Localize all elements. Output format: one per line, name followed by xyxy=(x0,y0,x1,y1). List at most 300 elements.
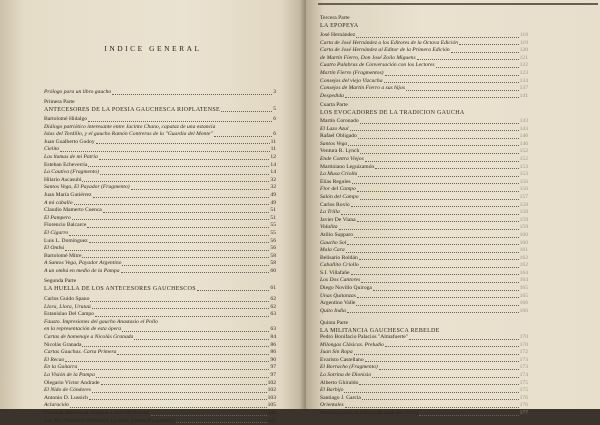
toc-entry-text: Consejos de Martín Fierro a sus hijos xyxy=(320,85,405,93)
toc-entry-text: Bartolomé Mitre xyxy=(44,253,81,261)
toc-page-number: 159 xyxy=(520,224,528,232)
toc-entry-text: Martín Coronado xyxy=(320,118,359,126)
dot-leader xyxy=(117,354,269,355)
part-title: LA HUELLA DE LOS ANTECESORES GAUCHESCOS xyxy=(44,285,196,293)
toc-row xyxy=(320,148,528,156)
toc-page-number: 107 xyxy=(268,418,276,425)
toc-page-number: 11 xyxy=(271,139,276,147)
toc-entry-text: Cartas Gauchas. Carta Primera xyxy=(44,349,116,357)
toc-page-number: 152 xyxy=(520,156,528,164)
toc-page-number: 175 xyxy=(520,387,528,395)
toc-row xyxy=(320,308,528,316)
toc-row xyxy=(44,245,276,253)
toc-page-number: 173 xyxy=(520,364,528,372)
toc-entry-text: Rafael Obligado xyxy=(320,133,357,141)
toc-row xyxy=(320,387,528,395)
toc-row xyxy=(320,186,528,194)
toc-entry-text: Alberto Ghiraldo xyxy=(320,380,358,388)
part2-heading xyxy=(44,278,276,293)
toc-page-number: 97 xyxy=(270,372,276,380)
toc-page-number: 51 xyxy=(270,207,276,215)
toc-entry-text: Javier De Viana xyxy=(320,217,356,225)
toc-page-number: 160 xyxy=(520,240,528,248)
dot-leader xyxy=(82,346,269,347)
dot-leader xyxy=(347,312,519,313)
toc-row xyxy=(320,141,528,149)
dot-leader xyxy=(121,272,270,273)
toc-row xyxy=(320,342,528,350)
dot-leader xyxy=(214,136,272,137)
toc-page-number: 6 xyxy=(273,131,276,139)
toc-entry-text: Carlos Roxlo xyxy=(320,202,350,210)
toc-row xyxy=(320,232,528,240)
dot-leader xyxy=(112,94,272,95)
dot-leader xyxy=(409,339,519,340)
toc-page-number: 175 xyxy=(520,380,528,388)
toc-page-number: 106 xyxy=(268,410,276,418)
toc-page-number: 62 xyxy=(270,296,276,304)
toc-page-number: 177 xyxy=(520,410,528,418)
toc-row xyxy=(320,395,528,403)
dot-leader xyxy=(358,176,518,177)
dot-leader xyxy=(379,369,519,370)
toc-page-number: 84 xyxy=(270,334,276,342)
dot-leader xyxy=(87,227,269,228)
toc-row xyxy=(320,164,528,172)
part2-entry-list xyxy=(44,296,276,425)
dot-leader xyxy=(357,221,519,222)
toc-entry-text: Evaristo Castellano xyxy=(320,357,364,365)
toc-page-number: 158 xyxy=(520,202,528,210)
toc-page-number: 102 xyxy=(268,387,276,395)
toc-entry-text: Caballito Criollo xyxy=(320,262,359,270)
toc-entry-text: Romance para el velorio de Juan Sin Tierra xyxy=(320,410,418,418)
dot-leader xyxy=(103,212,270,213)
part-label: Segunda Parte xyxy=(44,278,276,285)
dot-leader xyxy=(347,244,518,245)
toc-entry-text: La Musa Criolla xyxy=(320,171,357,179)
toc-page-number: 60 xyxy=(270,268,276,276)
toc-entry-text: Quito India xyxy=(320,308,346,316)
toc-page-number: 170 xyxy=(520,334,528,342)
toc-row xyxy=(320,171,528,179)
toc-row xyxy=(320,217,528,225)
toc-row xyxy=(44,146,276,154)
part-title-row xyxy=(44,285,276,293)
toc-entry-text: Consejos del viejo Vizcacha xyxy=(320,78,383,86)
toc-page-number: 90 xyxy=(270,357,276,365)
toc-row xyxy=(320,334,528,342)
toc-row xyxy=(320,62,528,70)
toc-page-number: 32 xyxy=(270,177,276,185)
dot-leader xyxy=(459,44,519,45)
toc-entry-text: Olegario Víctor Andrade xyxy=(44,380,100,388)
toc-page-number: 166 xyxy=(520,300,528,308)
toc-entry-text: Martín Fierro (Fragmentos) xyxy=(320,70,384,78)
part-title: LA MILITANCIA GAUCHESCA REBELDE xyxy=(320,327,520,335)
toc-page-number: 6 xyxy=(273,116,276,124)
toc-row xyxy=(44,311,276,319)
dot-leader xyxy=(122,331,269,332)
toc-page-number: 49 xyxy=(270,192,276,200)
dot-leader xyxy=(346,252,519,253)
toc-row xyxy=(44,116,276,124)
toc-entry-text: Diego Novillo Quiroga xyxy=(320,285,372,293)
dot-leader xyxy=(65,361,269,362)
dot-leader xyxy=(341,214,519,215)
toc-page-number: 102 xyxy=(268,380,276,388)
toc-page-number: 165 xyxy=(520,285,528,293)
dot-leader xyxy=(354,237,519,238)
toc-page-number: 146 xyxy=(520,141,528,149)
dot-leader xyxy=(356,37,519,38)
toc-row xyxy=(44,139,276,147)
dot-leader xyxy=(65,250,269,251)
dot-leader xyxy=(451,52,519,53)
toc-entry-text: Carta de Antonio D. Lussich a José Hernández xyxy=(44,410,150,418)
toc-entry-text: Martiniano Leguizamón xyxy=(320,164,374,172)
toc-page-number: 12 xyxy=(270,154,276,162)
toc-page-number: 3 xyxy=(273,89,276,97)
toc-row xyxy=(320,293,528,301)
toc-entry-text: Esteban Echeverría xyxy=(44,162,87,170)
dot-leader xyxy=(419,415,518,416)
part-title-row xyxy=(44,106,276,114)
toc-page-number: 119 xyxy=(520,40,528,48)
toc-page-number: 51 xyxy=(270,215,276,223)
part-title: LA EPOPEYA xyxy=(320,22,520,30)
dot-leader xyxy=(82,181,269,182)
toc-entry-text: Bartolomé Hidalgo xyxy=(44,116,87,124)
toc-page-number: 123 xyxy=(520,70,528,78)
toc-row xyxy=(44,296,276,304)
toc-entry-text: Carta de José Hernández a los Editores de la Octava Edición xyxy=(320,40,458,48)
toc-page-number: 63 xyxy=(270,326,276,334)
toc-entry-text: Pedro Bonifacio Palacios "Almafuerte" xyxy=(320,334,408,342)
toc-page-number: 166 xyxy=(520,308,528,316)
toc-page-number: 86 xyxy=(270,349,276,357)
toc-entry-text: La Trilla xyxy=(320,209,340,217)
toc-entry-text: Milongas Clásicas. Preludio xyxy=(320,342,384,350)
dot-leader xyxy=(350,130,519,131)
toc-row xyxy=(44,410,276,418)
dot-leader xyxy=(82,257,269,258)
toc-row xyxy=(44,131,276,139)
toc-entry-text: Despedida xyxy=(320,93,344,101)
dot-leader xyxy=(354,354,519,355)
toc-row xyxy=(320,85,528,93)
dot-leader xyxy=(344,392,518,393)
toc-entry-text: El Lazo Azul xyxy=(320,126,349,134)
toc-entry-text: Luis L. Domínguez xyxy=(44,238,88,246)
toc-entry-text: Santos Vega xyxy=(320,141,347,149)
toc-page-number: 162 xyxy=(520,262,528,270)
toc-row xyxy=(44,349,276,357)
toc-page-number: 143 xyxy=(520,118,528,126)
dot-leader xyxy=(92,308,270,309)
toc-entry-text: A un ombú en medio de la Pampa xyxy=(44,268,120,276)
toc-page-number: 55 xyxy=(270,230,276,238)
toc-row xyxy=(320,202,528,210)
dot-leader xyxy=(151,415,267,416)
toc-entry-text: Aclaración xyxy=(44,402,69,410)
toc-row xyxy=(320,277,528,285)
dot-leader xyxy=(96,377,270,378)
dot-leader xyxy=(100,174,269,175)
toc-page-number: 58 xyxy=(270,260,276,268)
toc-entry-text: Prólogo para un libro gaucho xyxy=(44,89,111,97)
toc-page-number: 5 xyxy=(273,106,276,114)
dot-leader xyxy=(351,274,519,275)
dot-leader xyxy=(93,197,270,198)
toc-entry-text: Unas Quitanzas xyxy=(320,293,356,301)
toc-entry-text: Ende Contra Viejos xyxy=(320,156,364,164)
toc-entry-text: Elías Regules xyxy=(320,179,351,187)
toc-page-number: 14 xyxy=(270,162,276,170)
part4-heading xyxy=(320,102,520,117)
dot-leader xyxy=(385,75,519,76)
dot-leader xyxy=(357,191,519,192)
toc-page-number: 86 xyxy=(270,342,276,350)
toc-row xyxy=(320,364,528,372)
part-label: Quinta Parte xyxy=(320,320,520,327)
toc-page-number: 105 xyxy=(268,402,276,410)
toc-page-number: 137 xyxy=(520,85,528,93)
toc-page-number: 141 xyxy=(520,93,528,101)
page-top-rule xyxy=(318,3,598,5)
toc-entry-text: Belisario Roldán xyxy=(320,255,358,263)
dot-leader xyxy=(96,143,270,144)
dot-leader xyxy=(69,235,269,236)
part1-heading xyxy=(44,99,276,114)
toc-row xyxy=(44,357,276,365)
toc-row xyxy=(320,262,528,270)
toc-page-number: 55 xyxy=(270,222,276,230)
toc-entry-text: de Martín Fierro, Don José Zoilo Miguens xyxy=(320,55,416,63)
dot-leader xyxy=(122,265,269,266)
toc-row xyxy=(44,395,276,403)
toc-page-number: 153 xyxy=(520,171,528,179)
toc-row xyxy=(44,124,276,132)
dot-leader xyxy=(345,97,519,98)
toc-row xyxy=(44,253,276,261)
toc-page-number: 143 xyxy=(520,126,528,134)
toc-entry-text: Cartas de homenaje a Nicolás Granada xyxy=(44,334,133,342)
toc-row xyxy=(320,78,528,86)
dot-leader xyxy=(60,151,269,152)
toc-page-number: 103 xyxy=(268,395,276,403)
toc-row xyxy=(44,184,276,192)
dot-leader xyxy=(88,166,269,167)
toc-row xyxy=(44,372,276,380)
toc-row xyxy=(44,326,276,334)
toc-row xyxy=(320,349,528,357)
dot-leader xyxy=(373,290,519,291)
toc-row xyxy=(320,300,528,308)
toc-row xyxy=(44,215,276,223)
toc-entry-text: Ventura R. Lynch xyxy=(320,148,359,156)
toc-row xyxy=(320,118,528,126)
toc-row xyxy=(44,319,276,327)
dot-leader xyxy=(351,206,519,207)
toc-row xyxy=(320,270,528,278)
toc-entry-text: La Sotrina de Dionisio xyxy=(320,372,371,380)
part5-heading xyxy=(320,320,520,335)
toc-page-number: 134 xyxy=(520,78,528,86)
dot-leader xyxy=(88,121,272,122)
dot-leader xyxy=(99,159,270,160)
toc-page-number: 121 xyxy=(520,55,528,63)
toc-entry-text: El Ombú xyxy=(44,245,64,253)
dot-leader xyxy=(406,90,519,91)
toc-page-number: 156 xyxy=(520,186,528,194)
dot-leader xyxy=(90,301,269,302)
prologue-row-block xyxy=(44,89,276,97)
dot-leader xyxy=(70,407,267,408)
toc-entry-text: Atilio Supparo xyxy=(320,232,353,240)
toc-entry-text: El Nido de Cóndores xyxy=(44,387,91,395)
toc-entry-text: Las llamas de mi Patria xyxy=(44,154,98,162)
toc-entry-text: La Visión de la Pampa xyxy=(44,372,95,380)
part1-entry-list xyxy=(44,116,276,275)
toc-row xyxy=(44,200,276,208)
toc-page-number: 152 xyxy=(520,148,528,156)
toc-row xyxy=(44,334,276,342)
toc-row xyxy=(320,247,528,255)
dot-leader xyxy=(74,204,270,205)
toc-row xyxy=(44,387,276,395)
toc-row xyxy=(44,238,276,246)
toc-page-number: 161 xyxy=(520,247,528,255)
toc-row xyxy=(320,224,528,232)
toc-page-number: 174 xyxy=(520,372,528,380)
part3-entry-list xyxy=(320,32,528,100)
toc-page-number: 158 xyxy=(520,209,528,217)
toc-row xyxy=(44,342,276,350)
toc-page-number: 156 xyxy=(520,179,528,187)
part-title: LOS EVOCADORES DE LA TRADICION GAUCHA xyxy=(320,109,520,117)
toc-page-number: 153 xyxy=(520,164,528,172)
dot-leader xyxy=(101,384,267,385)
dot-leader xyxy=(360,267,519,268)
dot-leader xyxy=(352,183,519,184)
toc-page-number: 165 xyxy=(520,293,528,301)
dot-leader xyxy=(417,59,519,60)
toc-page-number: 56 xyxy=(270,238,276,246)
toc-page-number: 170 xyxy=(520,342,528,350)
dot-leader xyxy=(78,369,269,370)
part-label: Primera Parte xyxy=(44,99,276,106)
dot-leader xyxy=(134,339,269,340)
dot-leader xyxy=(361,282,518,283)
toc-entry-text: Los Tres Gauchos Orientales Luciano Santos (Fragmento) xyxy=(44,418,175,425)
index-title: INDICE GENERAL xyxy=(0,44,306,53)
toc-entry-text: El Borracho (Fragmento) xyxy=(320,364,378,372)
part3-heading xyxy=(320,15,520,30)
toc-entry-text: Juan María Gutiérrez xyxy=(44,192,92,200)
toc-entry-text: Salón del Campo xyxy=(320,194,359,202)
toc-row xyxy=(320,133,528,141)
toc-row xyxy=(44,192,276,200)
toc-page-number: 11 xyxy=(271,146,276,154)
dot-leader xyxy=(362,399,519,400)
toc-page-number: 32 xyxy=(270,184,276,192)
dot-leader xyxy=(360,199,519,200)
toc-entry-text: Vidalita xyxy=(320,224,338,232)
toc-row xyxy=(320,209,528,217)
toc-row xyxy=(44,207,276,215)
toc-entry-text: Cuatro Palabras de Conversación con los Lectores xyxy=(320,62,435,70)
right-page xyxy=(306,0,600,409)
toc-page-number: 164 xyxy=(520,277,528,285)
toc-row xyxy=(320,55,528,63)
left-page xyxy=(0,0,306,409)
toc-row xyxy=(44,230,276,238)
toc-entry-text: Juan Sin Ropa xyxy=(320,349,353,357)
dot-leader xyxy=(345,407,519,408)
toc-row xyxy=(320,285,528,293)
toc-entry-text: Santiago J. García xyxy=(320,395,361,403)
toc-row xyxy=(320,47,528,55)
dot-leader xyxy=(359,259,519,260)
toc-row xyxy=(320,380,528,388)
toc-entry-text: Islas del Tordillo, y el gaucho Ramón Contreras de la "Guardia del Monte" xyxy=(44,131,213,139)
part-title: ANTECESORES DE LA POESIA GAUCHESCA RIOPLATENSE xyxy=(44,106,220,114)
toc-entry-text: El Pampero xyxy=(44,215,71,223)
toc-page-number: 14 xyxy=(270,169,276,177)
toc-entry-text: Estanislao Del Campo xyxy=(44,311,94,319)
toc-entry-text: Antonio D. Lussich xyxy=(44,395,88,403)
toc-entry-text: Gaucho Sol xyxy=(320,240,346,248)
toc-page-number: 97 xyxy=(270,364,276,372)
dot-leader xyxy=(365,361,519,362)
toc-entry-text: Fausto. Impresiones del gaucho Anastasio el Pollo xyxy=(44,319,158,327)
dot-leader xyxy=(385,346,519,347)
toc-page-number: 159 xyxy=(520,217,528,225)
toc-entry-text: Nicolás Granada xyxy=(44,342,81,350)
toc-page-number: 62 xyxy=(270,304,276,312)
toc-row xyxy=(320,240,528,248)
toc-row xyxy=(44,222,276,230)
dot-leader xyxy=(348,145,518,146)
toc-page-number: 176 xyxy=(520,402,528,410)
toc-entry-text: A Santos Vega, Payador Argentino xyxy=(44,260,121,268)
toc-entry-text: Diálogo patriótico interesante entre Jacinto Chano, capataz de una estancia xyxy=(44,124,215,132)
dot-leader xyxy=(360,123,519,124)
part-label: Cuarta Parte xyxy=(320,102,520,109)
dot-leader xyxy=(221,111,272,112)
toc-entry-text: Argentino Valle xyxy=(320,300,355,308)
toc-row xyxy=(44,169,276,177)
toc-entry-text: La Cautiva (Fragmento) xyxy=(44,169,99,177)
dot-leader xyxy=(176,422,266,423)
toc-page-number: 118 xyxy=(520,32,528,40)
toc-page-number: 61 xyxy=(270,285,276,293)
toc-entry-text: Juan Gualberto Godoy xyxy=(44,139,95,147)
toc-row xyxy=(320,179,528,187)
toc-page-number: 172 xyxy=(520,349,528,357)
toc-row xyxy=(44,364,276,372)
dot-leader xyxy=(197,290,270,291)
toc-entry-text: El Cigarro xyxy=(44,230,68,238)
toc-row xyxy=(320,372,528,380)
toc-row-prologue xyxy=(44,89,276,97)
toc-entry-text: En la Guitarra xyxy=(44,364,77,372)
toc-entry-text: Carlos Guido Spano xyxy=(44,296,89,304)
dot-leader xyxy=(436,67,519,68)
toc-row xyxy=(320,402,528,410)
toc-page-number: 157 xyxy=(520,194,528,202)
